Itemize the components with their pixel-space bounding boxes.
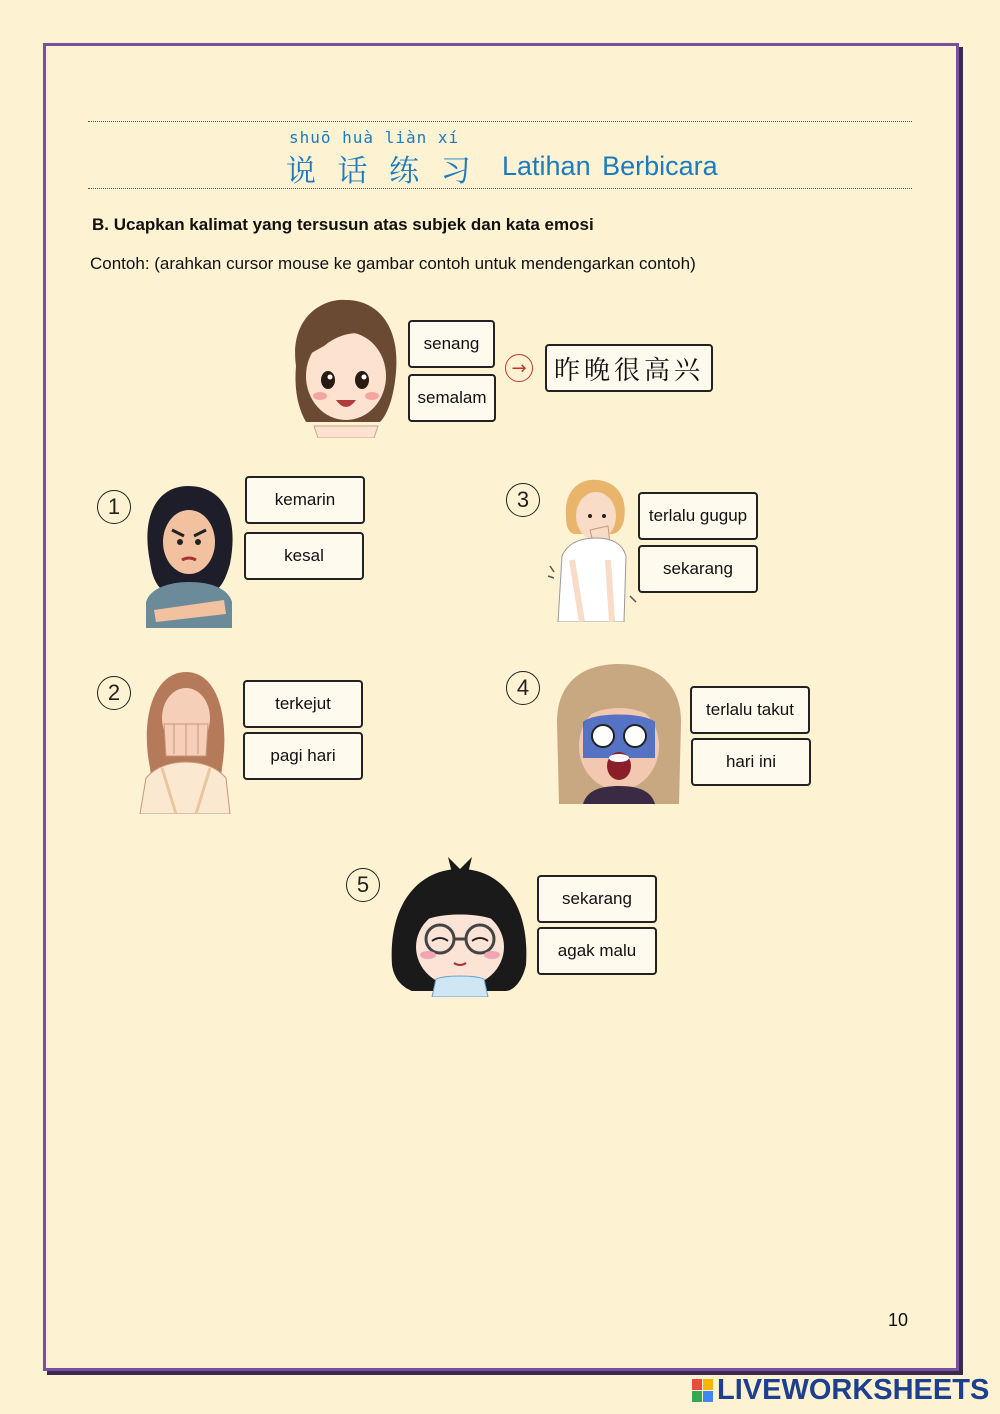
- instruction-text: B. Ucapkan kalimat yang tersusun atas subjek dan kata emosi: [92, 215, 594, 234]
- example-word-1: senang: [408, 320, 495, 368]
- example-word-2: semalam: [408, 374, 496, 422]
- title-chinese: 说 话 练 习: [286, 154, 477, 189]
- exercise-number-4: 4: [506, 671, 540, 705]
- exercise-number-5: 5: [346, 868, 380, 902]
- page-number: 10: [888, 1310, 909, 1330]
- brand-text: LIVEWORKSHEETS: [717, 1374, 990, 1406]
- header-rule-top: [88, 121, 912, 122]
- exercise-4-word-1: terlalu takut: [690, 686, 810, 734]
- exercise-2-word-2: pagi hari: [243, 732, 363, 780]
- title-indonesian: Latihan Berbicara: [502, 151, 718, 181]
- girl-scared-icon[interactable]: [553, 662, 685, 804]
- girl-shy-icon[interactable]: [388, 855, 530, 997]
- exercise-number-3: 3: [506, 483, 540, 517]
- example-answer: 昨晚很高兴: [545, 344, 713, 392]
- exercise-5-word-2: agak malu: [537, 927, 657, 975]
- liveworksheets-logo[interactable]: [692, 1374, 989, 1407]
- arrow-right-icon: →: [505, 354, 533, 382]
- girl-happy-icon[interactable]: [284, 296, 404, 438]
- woman-surprised-icon[interactable]: [136, 668, 234, 814]
- example-note: Contoh: (arahkan cursor mouse ke gambar contoh untuk mendengarkan contoh): [90, 254, 696, 273]
- woman-angry-icon[interactable]: [140, 482, 238, 628]
- exercise-3-word-1: terlalu gugup: [638, 492, 758, 540]
- header-rule-bottom: [88, 188, 912, 189]
- title-pinyin: shuō huà liàn xí: [289, 128, 460, 147]
- exercise-5-word-1: sekarang: [537, 875, 657, 923]
- exercise-2-word-1: terkejut: [243, 680, 363, 728]
- exercise-number-1: 1: [97, 490, 131, 524]
- exercise-1-word-2: kesal: [244, 532, 364, 580]
- exercise-3-word-2: sekarang: [638, 545, 758, 593]
- liveworksheets-icon: [692, 1379, 713, 1402]
- woman-nervous-icon[interactable]: [546, 476, 638, 622]
- exercise-number-2: 2: [97, 676, 131, 710]
- exercise-1-word-1: kemarin: [245, 476, 365, 524]
- exercise-4-word-2: hari ini: [691, 738, 811, 786]
